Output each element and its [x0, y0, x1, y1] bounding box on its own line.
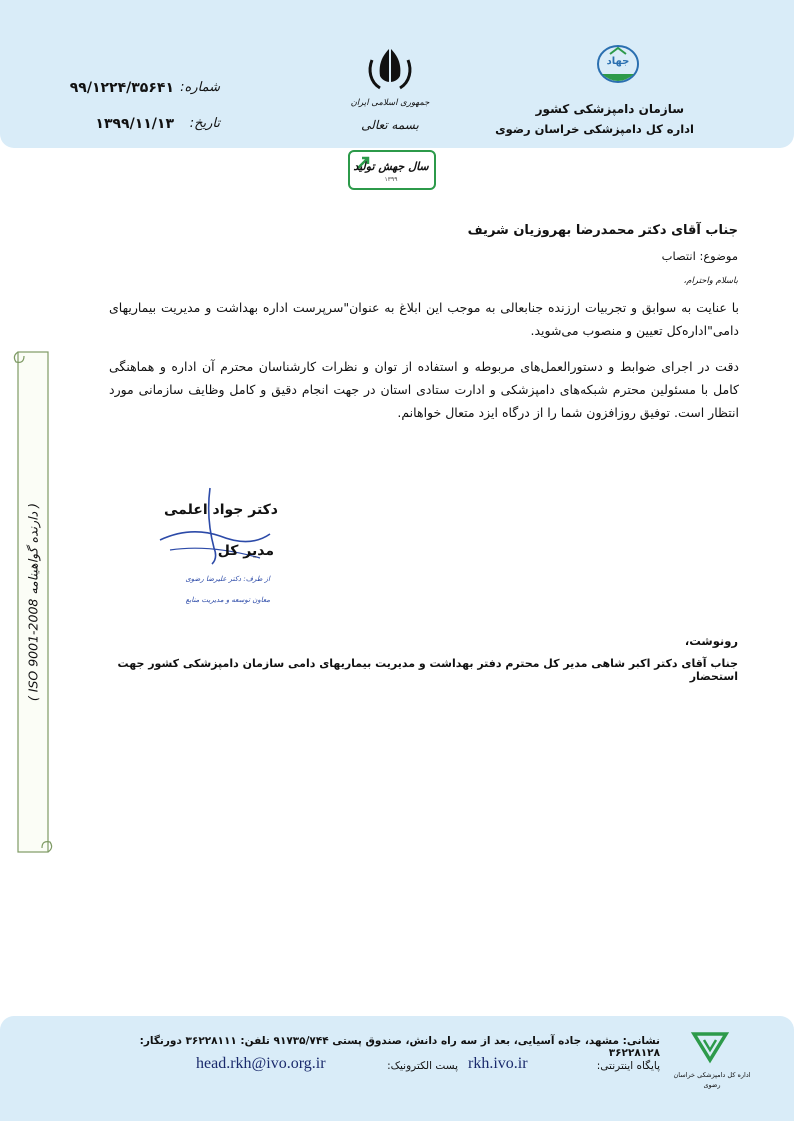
footer-email-link[interactable] [196, 1055, 356, 1073]
bismillah: بسمه تعالی [361, 118, 419, 132]
footer-logo-caption: اداره کل دامپزشکی خراسان رضوی [673, 1071, 751, 1089]
logo-label: جهاد [606, 56, 630, 67]
signature-note-1: از طرف: دکتر علیرضا رضوی [185, 575, 270, 583]
letter-date-value: ۱۳۹۹/۱۱/۱۳ [95, 116, 174, 132]
subject: موضوع: انتصاب [661, 249, 738, 263]
footer-web-label: پایگاه اینترنتی: [596, 1060, 660, 1072]
cc-line: جناب آقای دکتر اکبر شاهی مدیر کل محترم دفتر بهداشت و مدیریت بیماریهای دامی سازمان دامپزشکی کشور جهت استحضار [117, 657, 738, 683]
jahad-logo [596, 44, 640, 92]
body-paragraph-1: با عنایت به سوابق و تجربیات ارزنده جنابعالی به موجب این ابلاغ به عنوان"سرپرست اداره بهداشت و مدیریت بیماریهای دامی"اداره‌کل تعیین و منصوب می‌شوید. [109, 300, 739, 338]
signature-note-2: معاون توسعه و مدیریت منابع [185, 596, 270, 604]
footer-web-link[interactable] [468, 1055, 548, 1073]
greeting: باسلام واحترام، [683, 276, 738, 286]
emblem-caption: جمهوری اسلامی ایران [350, 98, 430, 108]
footer-logo-icon [690, 1030, 730, 1064]
org-department: اداره کل دامپزشکی خراسان رضوی [495, 122, 694, 136]
letter-date-label: تاریخ: [189, 116, 220, 131]
year-slogan-year: ۱۳۹۹ [384, 176, 398, 183]
letter-number-value: ۹۹/۱۲۲۴/۳۵۶۴۱ [69, 80, 174, 96]
letter-number-label: شماره: [180, 80, 220, 95]
iran-emblem-icon [362, 40, 418, 96]
website-link[interactable]: rkh.ivo.ir [468, 1055, 528, 1072]
footer-email-label: پست الکترونیک: [387, 1060, 458, 1072]
iso-text: ( دارنده گواهینامه ISO 9001-2008 ) [25, 502, 41, 702]
iso-certificate-scroll [12, 348, 54, 856]
year-slogan-text: سال جهش تولید [353, 160, 429, 173]
body-paragraph-2: دقت در اجرای ضوابط و دستورالعمل‌های مربوطه و استفاده از توان و نظرات کارشناسان محترم آن اداره و هماهنگی کامل با مسئولین محترم شبکه‌های دامپزشکی و ادارت ستادی استان در جهت انجام دقیق و کامل وظایف سازمانی مورد انتظار است. توفیق روزافزون شما را از درگاه ایزد متعال خواهانم. [109, 359, 739, 420]
cc-label: رونوشت، [684, 634, 738, 648]
org-name: سازمان دامپزشکی کشور [535, 102, 684, 116]
addressee: جناب آقای دکتر محمدرضا بهروزیان شریف [467, 223, 738, 238]
signatory-name: دکتر جواد اعلمی [164, 502, 278, 518]
email-link[interactable]: head.rkh@ivo.org.ir [196, 1055, 326, 1072]
footer-address: نشانی: مشهد، جاده آسیایی، بعد از سه راه دانش، صندوق پستی ۹۱۷۳۵/۷۴۴ تلفن: ۳۶۲۲۸۱۱۱ دورنگار: ۳۶۲۲۸۱۲۸ [139, 1035, 660, 1059]
signatory-title: مدیر کل [217, 543, 274, 559]
